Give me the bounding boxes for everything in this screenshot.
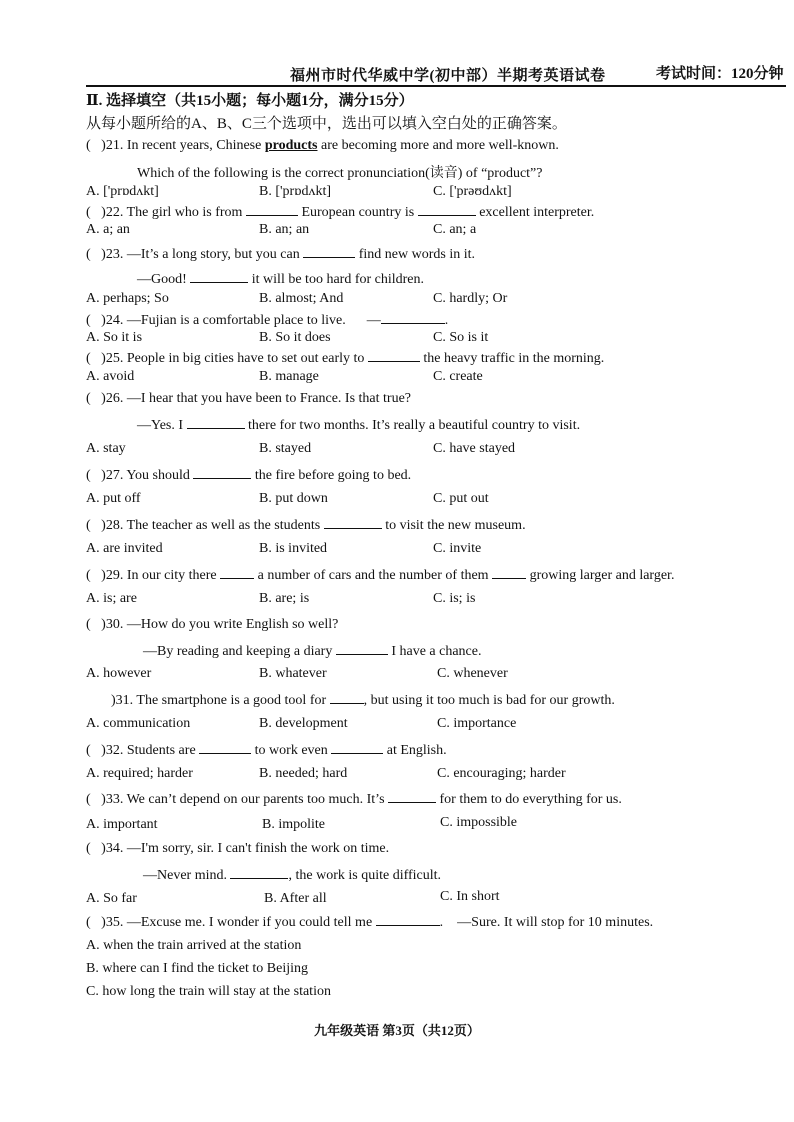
question-23-stem: ( )23. —It’s a long story, but you can find new words in it. (86, 247, 476, 262)
question-28-option-c: C. invite (433, 541, 482, 556)
answer-blank (324, 516, 382, 529)
question-25-option-c: C. create (433, 369, 483, 384)
answer-bracket: ( (86, 138, 91, 153)
question-21-option-a: A. ['prɒdʌkt] (86, 184, 159, 199)
answer-blank (492, 566, 526, 579)
question-25-option-b: B. manage (259, 369, 319, 384)
question-32-option-b: B. needed; hard (259, 766, 348, 781)
answer-blank (331, 741, 383, 754)
question-35-stem: ( )35. —Excuse me. I wonder if you could tell me . —Sure. It will stop for 10 minutes. (86, 915, 654, 930)
question-26-option-c: C. have stayed (433, 441, 516, 456)
question-21-option-c: C. ['prəʊdʌkt] (433, 184, 512, 199)
question-29-option-b: B. are; is (259, 591, 310, 606)
question-34-line2: —Never mind. , the work is quite difficult. (143, 868, 442, 883)
question-32-option-c: C. encouraging; harder (437, 766, 566, 781)
question-27-option-c: C. put out (433, 491, 489, 506)
question-28-option-b: B. is invited (259, 541, 328, 556)
question-25-option-a: A. avoid (86, 369, 135, 384)
question-30-line2: —By reading and keeping a diary I have a chance. (143, 644, 482, 659)
answer-blank (190, 270, 248, 283)
answer-blank (230, 866, 288, 879)
answer-blank (336, 642, 388, 655)
question-33-stem: ( )33. We can’t depend on our parents too much. It’s for them to do everything for us. (86, 792, 622, 807)
answer-blank (193, 466, 251, 479)
question-23-option-b: B. almost; And (259, 291, 344, 306)
question-33-option-a: A. important (86, 817, 158, 832)
question-27-option-a: A. put off (86, 491, 141, 506)
question-22-stem: ( )22. The girl who is from European country is excellent interpreter. (86, 205, 595, 220)
question-26-option-b: B. stayed (259, 441, 312, 456)
question-27-option-b: B. put down (259, 491, 328, 506)
question-28-option-a: A. are invited (86, 541, 163, 556)
question-28-stem: ( )28. The teacher as well as the students to visit the new museum. (86, 518, 526, 533)
question-26-option-a: A. stay (86, 441, 126, 456)
question-26-stem: ( )26. —I hear that you have been to France. Is that true? (86, 391, 411, 406)
question-23-line2: —Good! it will be too hard for children. (137, 272, 425, 287)
question-33-option-c: C. impossible (440, 815, 518, 830)
question-30-stem: ( )30. —How do you write English so well? (86, 617, 339, 632)
question-31-option-c: C. importance (437, 716, 517, 731)
answer-blank (388, 790, 436, 803)
answer-blank (187, 416, 245, 429)
question-23-option-a: A. perhaps; So (86, 291, 169, 306)
question-29-option-a: A. is; are (86, 591, 137, 606)
question-30-option-a: A. however (86, 666, 152, 681)
school-title: 福州市时代华威中学(初中部）半期考英语试卷 (290, 68, 606, 84)
answer-blank (381, 311, 445, 324)
answer-blank (303, 245, 355, 258)
question-24-option-a: A. So it is (86, 330, 143, 345)
question-26-line2: —Yes. I there for two months. It’s really a beautiful country to visit. (137, 418, 581, 433)
question-25-stem: ( )25. People in big cities have to set out early to the heavy traffic in the morning. (86, 351, 605, 366)
question-35-option-a: A. when the train arrived at the station (86, 938, 302, 953)
question-24-option-c: C. So is it (433, 330, 489, 345)
question-27-stem: ( )27. You should the fire before going to bed. (86, 468, 412, 483)
question-21-line2: Which of the following is the correct pronunciation(读音) of “product”? (137, 166, 543, 181)
question-23-option-c: C. hardly; Or (433, 291, 508, 306)
question-35-option-b: B. where can I find the ticket to Beijing (86, 961, 308, 976)
question-22-option-c: C. an; a (433, 222, 477, 237)
section-title: Ⅱ. 选择填空（共15小题；每小题1分，满分15分） (86, 93, 414, 109)
question-31-option-a: A. communication (86, 716, 191, 731)
question-29-option-c: C. is; is (433, 591, 476, 606)
question-32-option-a: A. required; harder (86, 766, 193, 781)
answer-blank (376, 913, 440, 926)
question-24-stem: ( )24. —Fujian is a comfortable place to live. — . (86, 313, 449, 328)
exam-time: 考试时间：120分钟 (656, 66, 784, 82)
page-footer: 九年级英语 第3页（共12页） (314, 1023, 480, 1038)
question-22-option-a: A. a; an (86, 222, 130, 237)
question-31-option-b: B. development (259, 716, 348, 731)
answer-blank (368, 349, 420, 362)
question-21-option-b: B. ['prɒdʌkt] (259, 184, 332, 199)
question-33-option-b: B. impolite (262, 817, 325, 832)
question-29-stem: ( )29. In our city there a number of cars and the number of them growing larger and larger. (86, 568, 675, 583)
answer-blank (199, 741, 251, 754)
section-instruction: 从每小题所给的A、B、C三个选项中，选出可以填入空白处的正确答案。 (86, 116, 567, 132)
question-35-option-c: C. how long the train will stay at the station (86, 984, 331, 999)
question-34-stem: ( )34. —I'm sorry, sir. I can't finish the work on time. (86, 841, 390, 856)
underlined-word: products (264, 138, 318, 153)
question-34-option-b: B. After all (264, 891, 327, 906)
answer-blank (220, 566, 254, 579)
question-21-stem: ( )21. In recent years, Chinese products are becoming more and more well-known. (86, 138, 559, 153)
question-32-stem: ( )32. Students are to work even at English. (86, 743, 447, 758)
question-30-option-c: C. whenever (437, 666, 508, 681)
question-31-stem: )31. The smartphone is a good tool for , but using it too much is bad for our growth. (111, 693, 615, 708)
answer-blank (330, 691, 364, 704)
question-22-option-b: B. an; an (259, 222, 310, 237)
question-24-option-b: B. So it does (259, 330, 331, 345)
question-34-option-c: C. In short (440, 889, 500, 904)
answer-blank (246, 203, 298, 216)
question-30-option-b: B. whatever (259, 666, 327, 681)
question-34-option-a: A. So far (86, 891, 137, 906)
answer-blank (418, 203, 476, 216)
header-divider (86, 85, 786, 87)
